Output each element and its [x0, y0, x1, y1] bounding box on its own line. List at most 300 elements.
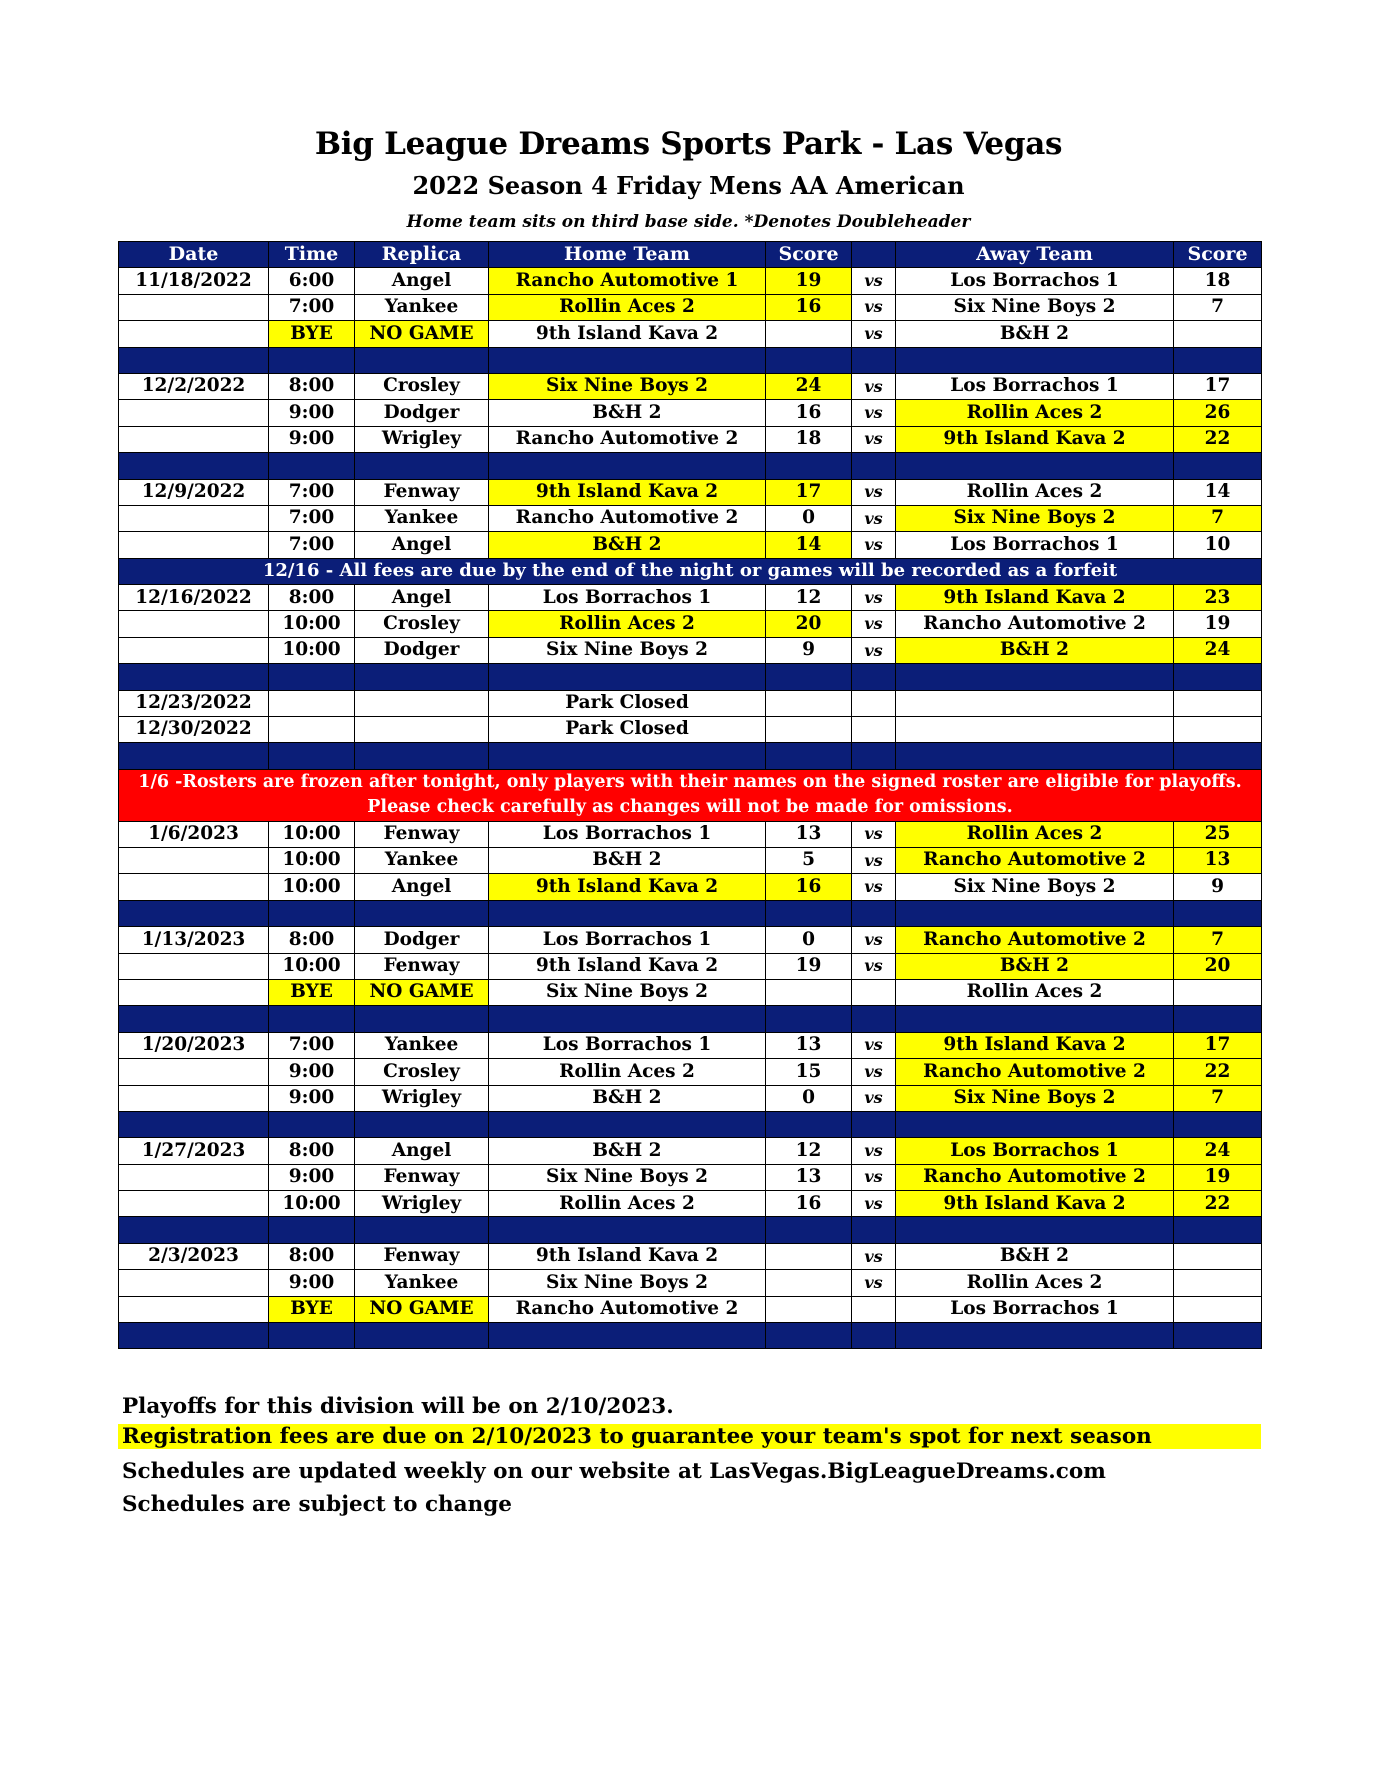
- website-note: Schedules are updated weekly on our website at LasVegas.BigLeagueDreams.com: [122, 1459, 1106, 1484]
- away-team-cell: Rancho Automotive 2: [896, 611, 1174, 637]
- home-score-cell: [766, 1243, 852, 1269]
- home-score-cell: 13: [766, 1032, 852, 1058]
- home-score-cell: 24: [766, 373, 852, 399]
- separator-cell: [852, 453, 896, 479]
- game-row: [119, 611, 1262, 637]
- away-team-cell: Rancho Automotive 2: [896, 927, 1174, 953]
- game-row: [119, 1138, 1262, 1164]
- time-cell: 10:00: [269, 637, 355, 663]
- away-score-cell: 14: [1174, 479, 1262, 505]
- away-team-cell: 9th Island Kava 2: [896, 426, 1174, 452]
- separator-cell: [896, 743, 1174, 769]
- notice-text: 12/16 - All fees are due by the end of the night or games will be recorded as a forfeit: [119, 558, 1262, 584]
- separator-cell: [852, 743, 896, 769]
- separator-cell: [119, 1111, 269, 1137]
- notice-row: [119, 558, 1262, 584]
- vs-cell: [852, 979, 896, 1005]
- away-score-cell: [1174, 1270, 1262, 1296]
- replica-cell: Fenway: [355, 953, 489, 979]
- away-team-cell: B&H 2: [896, 1243, 1174, 1269]
- replica-cell: Angel: [355, 532, 489, 558]
- home-team-cell: 9th Island Kava 2: [489, 953, 766, 979]
- home-team-note: Home team sits on third base side. *Denotes Doubleheader: [406, 212, 971, 232]
- time-cell: 10:00: [269, 821, 355, 847]
- date-cell: [119, 426, 269, 452]
- separator-cell: [852, 1006, 896, 1032]
- away-score-cell: 19: [1174, 1164, 1262, 1190]
- away-team-cell: Six Nine Boys 2: [896, 294, 1174, 320]
- column-header: Replica: [355, 242, 489, 268]
- away-team-cell: Six Nine Boys 2: [896, 1085, 1174, 1111]
- separator-cell: [1174, 1217, 1262, 1243]
- separator-cell: [119, 1323, 269, 1349]
- vs-cell: vs: [852, 1085, 896, 1111]
- game-row: [119, 479, 1262, 505]
- separator-cell: [896, 347, 1174, 373]
- separator-cell: [119, 453, 269, 479]
- date-cell: [119, 294, 269, 320]
- home-score-cell: [766, 1270, 852, 1296]
- away-score-cell: 7: [1174, 1085, 1262, 1111]
- home-score-cell: 15: [766, 1059, 852, 1085]
- away-team-cell: Rollin Aces 2: [896, 400, 1174, 426]
- home-team-cell: Rancho Automotive 2: [489, 505, 766, 531]
- separator-cell: [355, 1006, 489, 1032]
- date-cell: [119, 1270, 269, 1296]
- vs-cell: vs: [852, 953, 896, 979]
- away-score-cell: 19: [1174, 611, 1262, 637]
- separator-cell: [489, 453, 766, 479]
- time-cell: 10:00: [269, 611, 355, 637]
- vs-cell: vs: [852, 505, 896, 531]
- vs-cell: vs: [852, 479, 896, 505]
- home-team-cell: Los Borrachos 1: [489, 1032, 766, 1058]
- time-cell: 10:00: [269, 1191, 355, 1217]
- separator-cell: [1174, 347, 1262, 373]
- separator-cell: [119, 900, 269, 926]
- page-title: Big League Dreams Sports Park - Las Vegas: [314, 126, 1063, 162]
- separator-cell: [1174, 900, 1262, 926]
- separator-cell: [1174, 1006, 1262, 1032]
- away-team-cell: Six Nine Boys 2: [896, 505, 1174, 531]
- game-row: [119, 717, 1262, 743]
- week-separator-row: [119, 743, 1262, 769]
- time-cell: 8:00: [269, 585, 355, 611]
- game-row: [119, 1085, 1262, 1111]
- replica-cell: [355, 690, 489, 716]
- away-score-cell: 7: [1174, 294, 1262, 320]
- game-row: [119, 585, 1262, 611]
- away-score-cell: [1174, 690, 1262, 716]
- home-score-cell: 16: [766, 1191, 852, 1217]
- game-row: [119, 1243, 1262, 1269]
- away-team-cell: Rollin Aces 2: [896, 1270, 1174, 1296]
- time-cell: [269, 690, 355, 716]
- date-cell: [119, 637, 269, 663]
- separator-cell: [1174, 1111, 1262, 1137]
- date-cell: 1/13/2023: [119, 927, 269, 953]
- home-team-cell: B&H 2: [489, 1138, 766, 1164]
- home-score-cell: 0: [766, 505, 852, 531]
- home-team-cell: Six Nine Boys 2: [489, 373, 766, 399]
- away-score-cell: [1174, 979, 1262, 1005]
- time-cell: 9:00: [269, 1085, 355, 1111]
- vs-cell: vs: [852, 1191, 896, 1217]
- replica-cell: Fenway: [355, 479, 489, 505]
- replica-cell: Angel: [355, 268, 489, 294]
- home-score-cell: 12: [766, 1138, 852, 1164]
- date-cell: 12/16/2022: [119, 585, 269, 611]
- game-row: [119, 294, 1262, 320]
- away-score-cell: 24: [1174, 1138, 1262, 1164]
- vs-cell: vs: [852, 321, 896, 347]
- replica-cell: Yankee: [355, 505, 489, 531]
- replica-cell: Wrigley: [355, 1191, 489, 1217]
- date-cell: [119, 532, 269, 558]
- game-row: [119, 1191, 1262, 1217]
- separator-cell: [269, 1111, 355, 1137]
- date-cell: 12/2/2022: [119, 373, 269, 399]
- date-cell: 11/18/2022: [119, 268, 269, 294]
- separator-cell: [1174, 1323, 1262, 1349]
- home-team-cell: 9th Island Kava 2: [489, 321, 766, 347]
- separator-cell: [766, 1111, 852, 1137]
- time-cell: 10:00: [269, 847, 355, 873]
- away-score-cell: 18: [1174, 268, 1262, 294]
- separator-cell: [489, 1006, 766, 1032]
- date-cell: [119, 847, 269, 873]
- separator-cell: [355, 664, 489, 690]
- away-team-cell: Los Borrachos 1: [896, 532, 1174, 558]
- away-team-cell: B&H 2: [896, 953, 1174, 979]
- separator-cell: [355, 347, 489, 373]
- home-score-cell: 17: [766, 479, 852, 505]
- home-team-cell: Los Borrachos 1: [489, 821, 766, 847]
- week-separator-row: [119, 1111, 1262, 1137]
- date-cell: [119, 1191, 269, 1217]
- home-team-cell: Rancho Automotive 1: [489, 268, 766, 294]
- separator-cell: [896, 664, 1174, 690]
- home-team-cell: B&H 2: [489, 400, 766, 426]
- game-row: [119, 1059, 1262, 1085]
- replica-cell: [355, 717, 489, 743]
- game-row: [119, 373, 1262, 399]
- game-row: [119, 927, 1262, 953]
- separator-cell: [489, 664, 766, 690]
- away-team-cell: 9th Island Kava 2: [896, 585, 1174, 611]
- game-row: [119, 321, 1262, 347]
- away-score-cell: [1174, 1243, 1262, 1269]
- separator-cell: [766, 743, 852, 769]
- roster-alert-text: Please check carefully as changes will not be made for omissions.: [119, 795, 1262, 821]
- away-team-cell: [896, 690, 1174, 716]
- time-cell: [269, 717, 355, 743]
- away-team-cell: Los Borrachos 1: [896, 1296, 1174, 1322]
- time-cell: 7:00: [269, 505, 355, 531]
- game-row: [119, 1270, 1262, 1296]
- time-cell: 10:00: [269, 874, 355, 900]
- away-team-cell: 9th Island Kava 2: [896, 1191, 1174, 1217]
- separator-cell: [852, 347, 896, 373]
- vs-cell: vs: [852, 1138, 896, 1164]
- home-team-cell: Rancho Automotive 2: [489, 1296, 766, 1322]
- roster-alert-text: 1/6 -Rosters are frozen after tonight, only players with their names on the signed roster are eligible for playoffs.: [119, 769, 1262, 795]
- separator-cell: [852, 1323, 896, 1349]
- home-score-cell: 16: [766, 874, 852, 900]
- date-cell: 12/30/2022: [119, 717, 269, 743]
- roster-alert-row: [119, 769, 1262, 795]
- separator-cell: [119, 664, 269, 690]
- date-cell: 12/9/2022: [119, 479, 269, 505]
- home-score-cell: 0: [766, 1085, 852, 1111]
- home-score-cell: 18: [766, 426, 852, 452]
- vs-cell: vs: [852, 847, 896, 873]
- separator-cell: [852, 664, 896, 690]
- replica-cell: Angel: [355, 1138, 489, 1164]
- away-score-cell: 20: [1174, 953, 1262, 979]
- page-subtitle: 2022 Season 4 Friday Mens AA American: [412, 171, 965, 200]
- away-score-cell: 23: [1174, 585, 1262, 611]
- separator-cell: [1174, 743, 1262, 769]
- replica-cell: Fenway: [355, 821, 489, 847]
- away-team-cell: Rancho Automotive 2: [896, 847, 1174, 873]
- vs-cell: vs: [852, 927, 896, 953]
- date-cell: [119, 1164, 269, 1190]
- game-row: [119, 532, 1262, 558]
- vs-cell: vs: [852, 637, 896, 663]
- date-cell: [119, 979, 269, 1005]
- vs-cell: vs: [852, 1059, 896, 1085]
- game-row: [119, 426, 1262, 452]
- date-cell: [119, 874, 269, 900]
- home-score-cell: [766, 321, 852, 347]
- game-row: [119, 953, 1262, 979]
- vs-cell: vs: [852, 1243, 896, 1269]
- time-cell: 9:00: [269, 1164, 355, 1190]
- replica-cell: NO GAME: [355, 321, 489, 347]
- time-cell: 8:00: [269, 1138, 355, 1164]
- time-cell: 10:00: [269, 953, 355, 979]
- separator-cell: [766, 664, 852, 690]
- week-separator-row: [119, 900, 1262, 926]
- home-team-cell: B&H 2: [489, 532, 766, 558]
- away-team-cell: Rollin Aces 2: [896, 479, 1174, 505]
- week-separator-row: [119, 347, 1262, 373]
- vs-cell: vs: [852, 426, 896, 452]
- home-team-cell: Park Closed: [489, 717, 766, 743]
- away-team-cell: Los Borrachos 1: [896, 373, 1174, 399]
- vs-cell: vs: [852, 1164, 896, 1190]
- separator-cell: [766, 1217, 852, 1243]
- column-header: Date: [119, 242, 269, 268]
- time-cell: 9:00: [269, 426, 355, 452]
- separator-cell: [896, 1006, 1174, 1032]
- vs-cell: vs: [852, 532, 896, 558]
- replica-cell: Dodger: [355, 637, 489, 663]
- week-separator-row: [119, 1006, 1262, 1032]
- home-team-cell: Six Nine Boys 2: [489, 1270, 766, 1296]
- separator-cell: [269, 900, 355, 926]
- separator-cell: [355, 900, 489, 926]
- home-team-cell: 9th Island Kava 2: [489, 1243, 766, 1269]
- column-header: Score: [1174, 242, 1262, 268]
- away-score-cell: 10: [1174, 532, 1262, 558]
- away-team-cell: Los Borrachos 1: [896, 268, 1174, 294]
- column-header: [852, 242, 896, 268]
- separator-cell: [896, 1111, 1174, 1137]
- date-cell: 1/20/2023: [119, 1032, 269, 1058]
- home-score-cell: 19: [766, 953, 852, 979]
- separator-cell: [766, 453, 852, 479]
- separator-cell: [269, 347, 355, 373]
- home-score-cell: 13: [766, 1164, 852, 1190]
- replica-cell: Fenway: [355, 1164, 489, 1190]
- schedule-table: [118, 241, 1262, 1349]
- separator-cell: [489, 1323, 766, 1349]
- home-score-cell: 19: [766, 268, 852, 294]
- date-cell: [119, 505, 269, 531]
- separator-cell: [896, 453, 1174, 479]
- home-team-cell: Rollin Aces 2: [489, 1191, 766, 1217]
- home-team-cell: 9th Island Kava 2: [489, 874, 766, 900]
- away-score-cell: 7: [1174, 505, 1262, 531]
- date-cell: 12/23/2022: [119, 690, 269, 716]
- vs-cell: vs: [852, 611, 896, 637]
- vs-cell: vs: [852, 294, 896, 320]
- home-score-cell: 5: [766, 847, 852, 873]
- time-cell: 7:00: [269, 532, 355, 558]
- replica-cell: Yankee: [355, 1032, 489, 1058]
- time-cell: BYE: [269, 1296, 355, 1322]
- separator-cell: [119, 1006, 269, 1032]
- separator-cell: [896, 1217, 1174, 1243]
- replica-cell: Wrigley: [355, 1085, 489, 1111]
- separator-cell: [269, 1006, 355, 1032]
- column-header: Away Team: [896, 242, 1174, 268]
- home-team-cell: Los Borrachos 1: [489, 585, 766, 611]
- vs-cell: [852, 1296, 896, 1322]
- away-score-cell: [1174, 321, 1262, 347]
- home-score-cell: 16: [766, 400, 852, 426]
- time-cell: 8:00: [269, 373, 355, 399]
- registration-note: Registration fees are due on 2/10/2023 to guarantee your team's spot for next season: [118, 1424, 1261, 1449]
- separator-cell: [896, 900, 1174, 926]
- away-team-cell: Rollin Aces 2: [896, 821, 1174, 847]
- vs-cell: vs: [852, 1032, 896, 1058]
- separator-cell: [119, 743, 269, 769]
- change-note: Schedules are subject to change: [122, 1492, 512, 1517]
- replica-cell: Fenway: [355, 1243, 489, 1269]
- date-cell: [119, 400, 269, 426]
- replica-cell: NO GAME: [355, 979, 489, 1005]
- game-row: [119, 1032, 1262, 1058]
- vs-cell: vs: [852, 373, 896, 399]
- home-score-cell: [766, 1296, 852, 1322]
- away-team-cell: B&H 2: [896, 321, 1174, 347]
- time-cell: 9:00: [269, 400, 355, 426]
- separator-cell: [269, 453, 355, 479]
- separator-cell: [355, 453, 489, 479]
- separator-cell: [119, 1217, 269, 1243]
- game-row: [119, 268, 1262, 294]
- time-cell: 7:00: [269, 1032, 355, 1058]
- home-team-cell: Six Nine Boys 2: [489, 1164, 766, 1190]
- home-score-cell: 12: [766, 585, 852, 611]
- away-score-cell: 22: [1174, 1059, 1262, 1085]
- roster-alert-row: [119, 795, 1262, 821]
- separator-cell: [355, 1217, 489, 1243]
- time-cell: 9:00: [269, 1270, 355, 1296]
- time-cell: 8:00: [269, 1243, 355, 1269]
- separator-cell: [766, 1323, 852, 1349]
- home-score-cell: 16: [766, 294, 852, 320]
- separator-cell: [355, 1111, 489, 1137]
- separator-cell: [355, 1323, 489, 1349]
- vs-cell: vs: [852, 400, 896, 426]
- away-team-cell: Rollin Aces 2: [896, 979, 1174, 1005]
- replica-cell: Crosley: [355, 611, 489, 637]
- time-cell: 7:00: [269, 294, 355, 320]
- column-header: Time: [269, 242, 355, 268]
- separator-cell: [489, 347, 766, 373]
- home-team-cell: Rollin Aces 2: [489, 611, 766, 637]
- time-cell: 9:00: [269, 1059, 355, 1085]
- home-team-cell: 9th Island Kava 2: [489, 479, 766, 505]
- date-cell: [119, 321, 269, 347]
- home-score-cell: 20: [766, 611, 852, 637]
- away-score-cell: 9: [1174, 874, 1262, 900]
- separator-cell: [355, 743, 489, 769]
- week-separator-row: [119, 1323, 1262, 1349]
- away-team-cell: [896, 717, 1174, 743]
- home-score-cell: [766, 690, 852, 716]
- table-header-row: [119, 242, 1262, 268]
- away-team-cell: Six Nine Boys 2: [896, 874, 1174, 900]
- away-score-cell: [1174, 1296, 1262, 1322]
- home-score-cell: 0: [766, 927, 852, 953]
- away-team-cell: Rancho Automotive 2: [896, 1164, 1174, 1190]
- home-team-cell: B&H 2: [489, 1085, 766, 1111]
- game-row: [119, 1296, 1262, 1322]
- separator-cell: [1174, 453, 1262, 479]
- vs-cell: vs: [852, 874, 896, 900]
- vs-cell: vs: [852, 268, 896, 294]
- replica-cell: Crosley: [355, 373, 489, 399]
- away-score-cell: 22: [1174, 1191, 1262, 1217]
- game-row: [119, 847, 1262, 873]
- away-score-cell: 7: [1174, 927, 1262, 953]
- separator-cell: [119, 347, 269, 373]
- replica-cell: Wrigley: [355, 426, 489, 452]
- home-team-cell: Six Nine Boys 2: [489, 979, 766, 1005]
- date-cell: 2/3/2023: [119, 1243, 269, 1269]
- separator-cell: [489, 1111, 766, 1137]
- separator-cell: [269, 743, 355, 769]
- separator-cell: [489, 900, 766, 926]
- vs-cell: [852, 717, 896, 743]
- away-score-cell: 25: [1174, 821, 1262, 847]
- playoffs-note: Playoffs for this division will be on 2/10/2023.: [122, 1394, 674, 1419]
- time-cell: BYE: [269, 321, 355, 347]
- replica-cell: Yankee: [355, 1270, 489, 1296]
- game-row: [119, 505, 1262, 531]
- replica-cell: Yankee: [355, 294, 489, 320]
- separator-cell: [489, 743, 766, 769]
- separator-cell: [269, 1323, 355, 1349]
- away-score-cell: 22: [1174, 426, 1262, 452]
- replica-cell: Angel: [355, 874, 489, 900]
- date-cell: [119, 1059, 269, 1085]
